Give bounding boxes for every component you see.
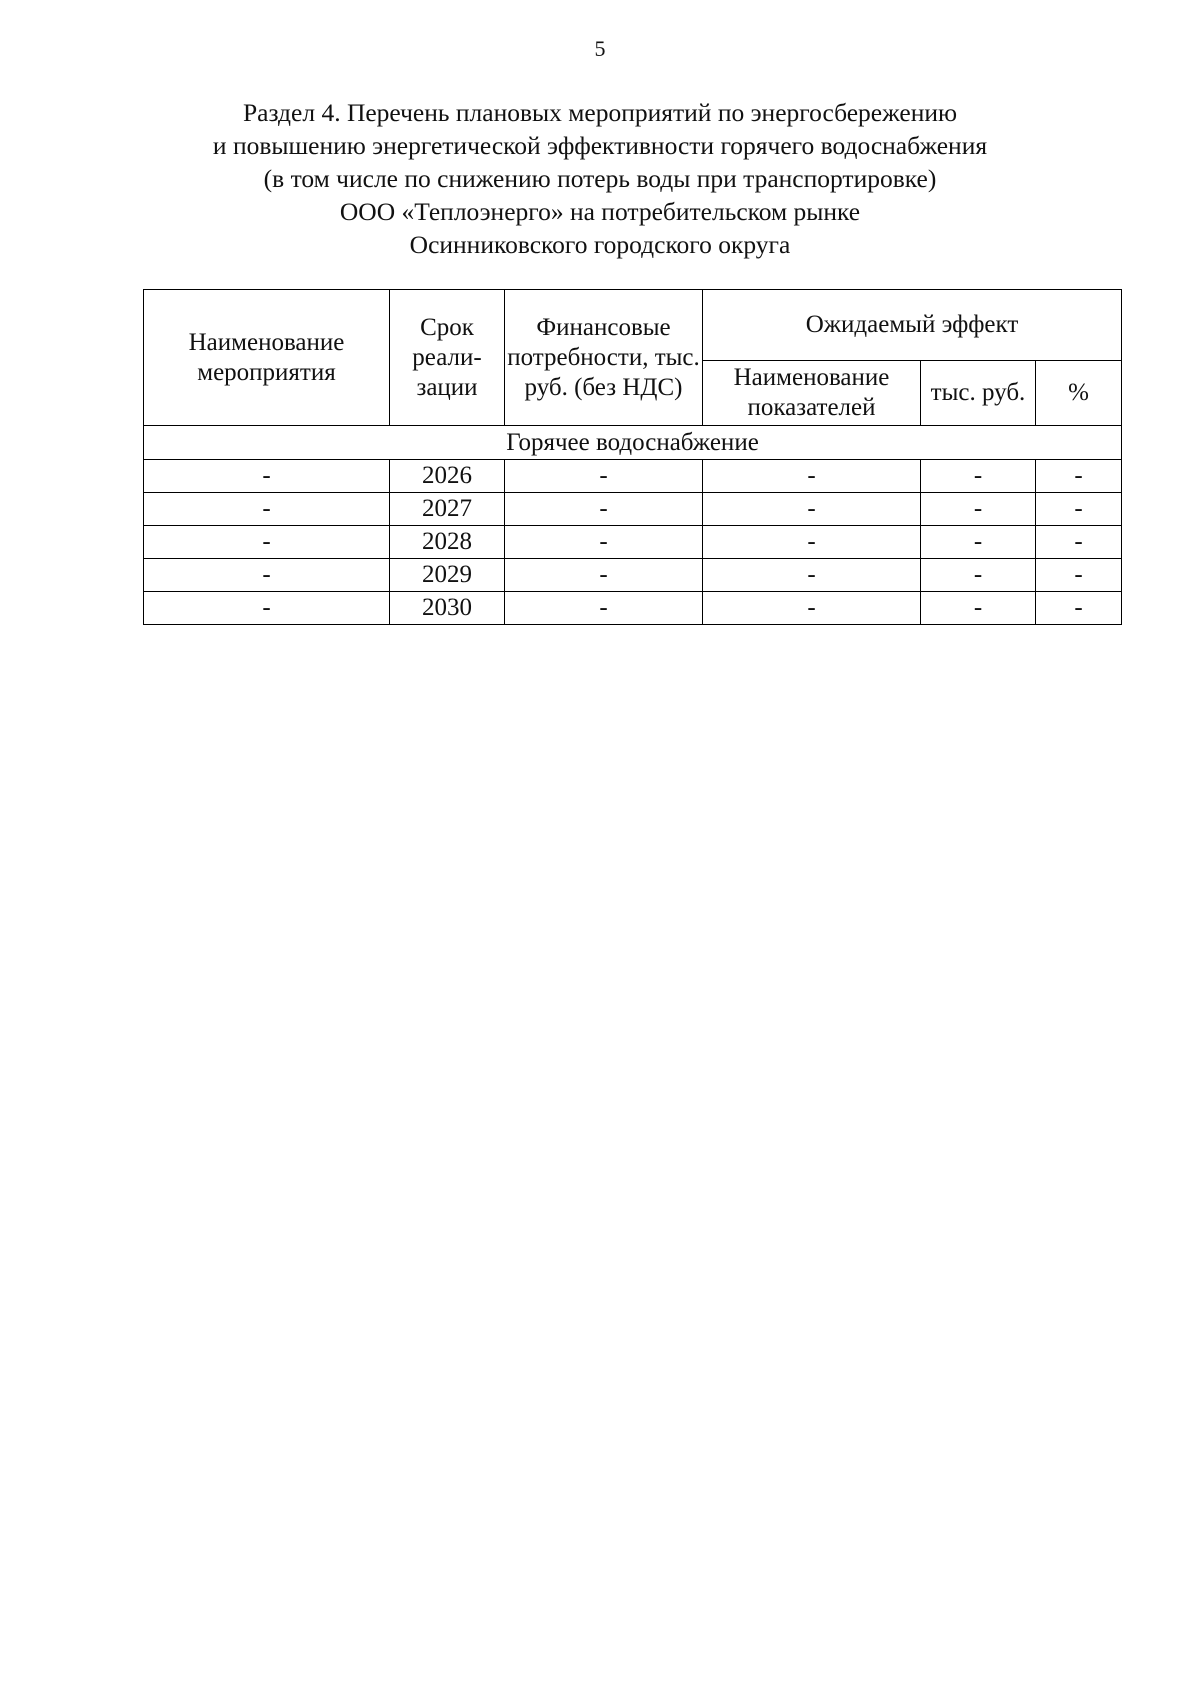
cell-finance: - xyxy=(505,526,703,559)
cell-thousand-rub: - xyxy=(921,592,1036,625)
cell-name: - xyxy=(144,592,390,625)
header-percent: % xyxy=(1036,361,1122,426)
cell-finance: - xyxy=(505,559,703,592)
header-term: Срок реали- зации xyxy=(390,290,505,426)
cell-finance: - xyxy=(505,592,703,625)
cell-name: - xyxy=(144,493,390,526)
cell-finance: - xyxy=(505,460,703,493)
cell-percent: - xyxy=(1036,559,1122,592)
cell-term: 2027 xyxy=(390,493,505,526)
cell-percent: - xyxy=(1036,592,1122,625)
cell-term: 2026 xyxy=(390,460,505,493)
table-row xyxy=(144,460,1122,493)
cell-percent: - xyxy=(1036,493,1122,526)
title-line: (в том числе по снижению потерь воды при транспортировке) xyxy=(263,164,937,193)
title-line: Осинниковского городского округа xyxy=(409,230,791,259)
table-row xyxy=(144,592,1122,625)
table-row xyxy=(144,559,1122,592)
page-number: 5 xyxy=(594,36,606,61)
cell-finance: - xyxy=(505,493,703,526)
title-line: и повышению энергетической эффективности горячего водоснабжения xyxy=(212,131,988,160)
cell-thousand-rub: - xyxy=(921,493,1036,526)
cell-indicators: - xyxy=(703,493,921,526)
cell-percent: - xyxy=(1036,526,1122,559)
cell-thousand-rub: - xyxy=(921,559,1036,592)
cell-thousand-rub: - xyxy=(921,460,1036,493)
cell-indicators: - xyxy=(703,460,921,493)
group-row-hot-water: Горячее водоснабжение xyxy=(144,426,1122,460)
cell-thousand-rub: - xyxy=(921,526,1036,559)
header-thousand-rub: тыс. руб. xyxy=(921,361,1036,426)
measures-table xyxy=(143,289,1122,625)
cell-indicators: - xyxy=(703,559,921,592)
cell-name: - xyxy=(144,460,390,493)
cell-indicators: - xyxy=(703,592,921,625)
table-row xyxy=(144,493,1122,526)
header-name: Наименование мероприятия xyxy=(144,290,390,426)
cell-indicators: - xyxy=(703,526,921,559)
header-effect: Ожидаемый эффект xyxy=(703,290,1122,361)
cell-term: 2028 xyxy=(390,526,505,559)
cell-name: - xyxy=(144,559,390,592)
header-indicators: Наименование показателей xyxy=(703,361,921,426)
section-title xyxy=(0,96,1200,261)
header-finance: Финансовые потребности, тыс. руб. (без НДС) xyxy=(505,290,703,426)
title-line: ООО «Теплоэнерго» на потребительском рынке xyxy=(339,197,861,226)
cell-name: - xyxy=(144,526,390,559)
title-line: Раздел 4. Перечень плановых мероприятий по энергосбережению xyxy=(242,98,958,127)
table-row xyxy=(144,526,1122,559)
cell-term: 2029 xyxy=(390,559,505,592)
cell-term: 2030 xyxy=(390,592,505,625)
cell-percent: - xyxy=(1036,460,1122,493)
